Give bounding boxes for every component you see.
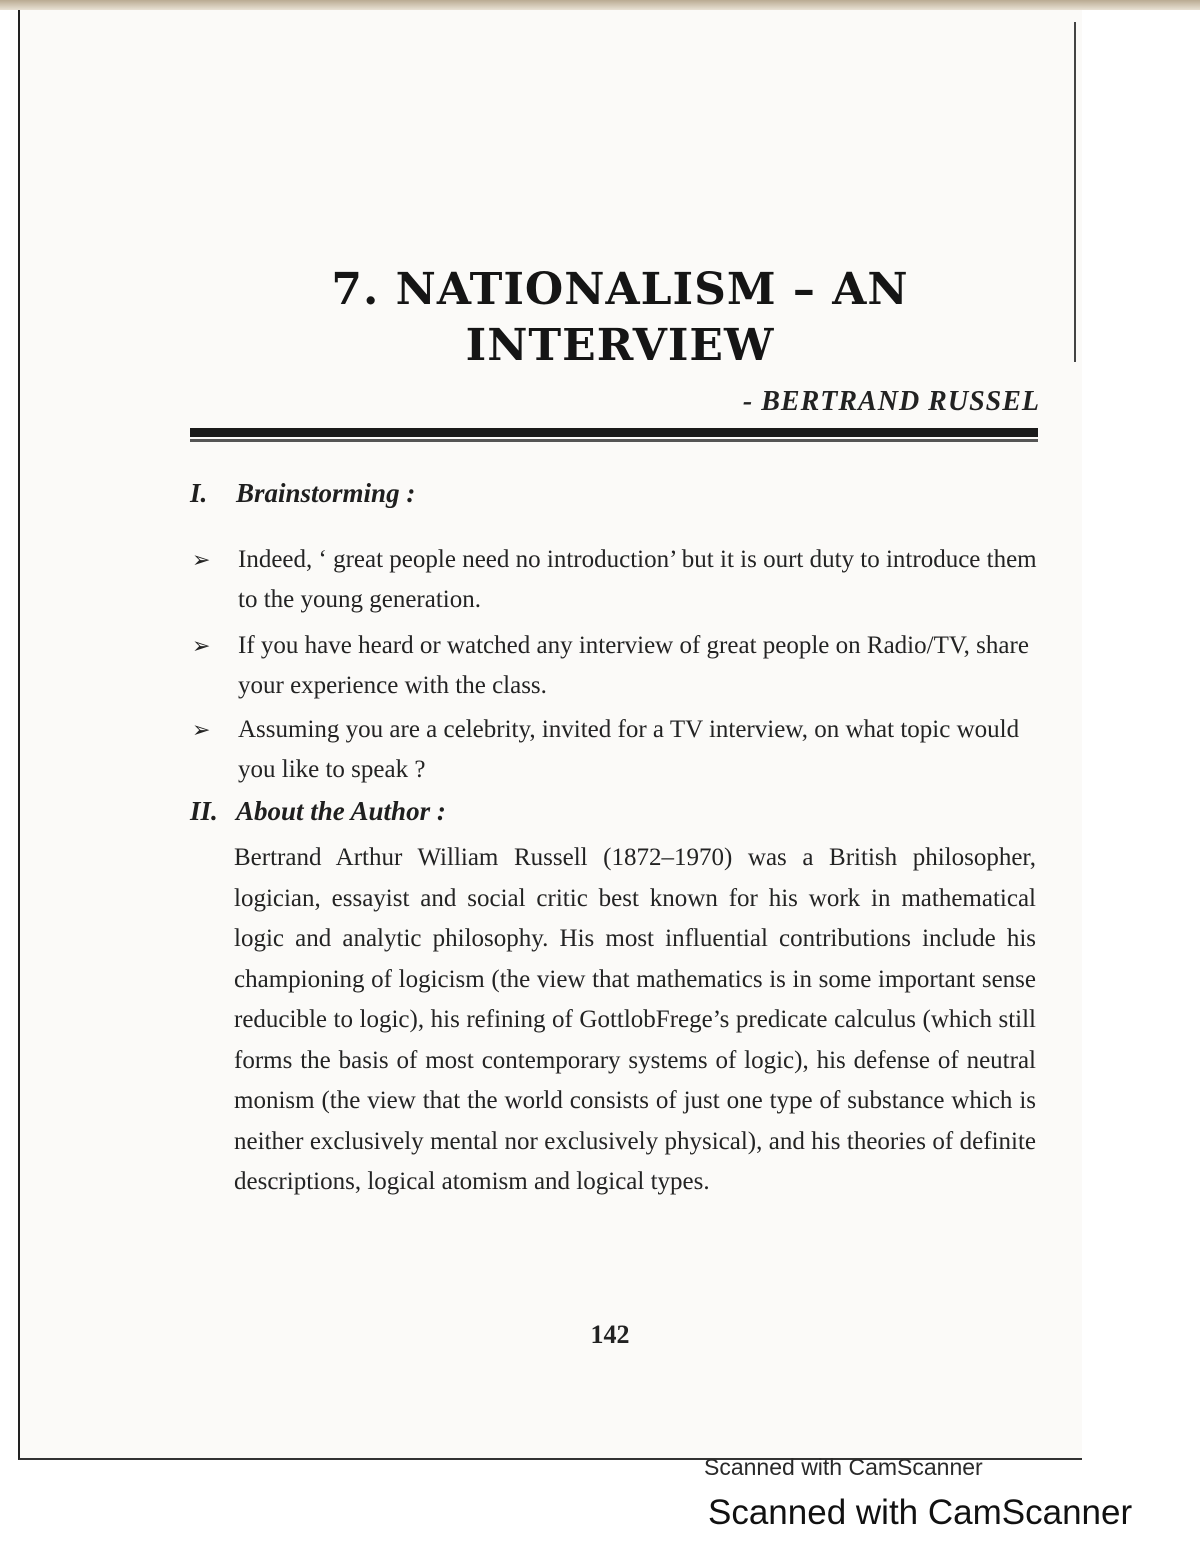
scan-top-edge [0,0,1200,10]
section-heading-brainstorming [190,478,415,509]
list-item [192,540,1038,620]
chapter-title-line1: 7. NATIONALISM – AN [331,264,909,315]
title-rule-shadow [190,439,1038,442]
list-item-text: Indeed, ‘ great people need no introduction’ but it is ourt duty to introduce them to the young generation. [238,546,1037,613]
page-number: 142 [590,1320,630,1349]
list-item [192,710,1038,790]
arrow-bullet-icon: ➢ [192,633,211,658]
section-title: About the Author : [236,796,446,826]
author-paragraph: Bertrand Arthur William Russell (1872–1970) was a British philosopher, logician, essayist and social critic best known for his work in mathematical logic and analytic philosophy. His most influential contributions include his championing of logicism (the view that mathematics is in some important sense reducible to logic), his refining of GottlobFrege’s predicate calculus (which still forms the basis of most contemporary systems of logic), his defense of neutral monism (the view that the world consists of just one type of substance which is neither exclusively mental nor exclusively physical), and his theories of definite descriptions, logical atomism and logical types. [234,844,1036,1195]
section-number: I. [190,478,208,508]
list-item [192,626,1038,706]
section-title: Brainstorming : [236,478,416,508]
section-number: II. [190,796,218,826]
author-byline: - BERTRAND RUSSEL [742,386,1040,417]
list-item-text: If you have heard or watched any interview of great people on Radio/TV, share your experience with the class. [238,632,1029,699]
title-rule [190,428,1038,437]
chapter-title-line2: INTERVIEW [465,320,775,371]
list-item-text: Assuming you are a celebrity, invited for a TV interview, on what topic would you like to speak ? [238,716,1020,783]
page-right-edge [1074,22,1076,362]
section-heading-author [190,796,446,827]
arrow-bullet-icon: ➢ [192,717,211,742]
arrow-bullet-icon: ➢ [192,547,211,572]
chapter-title [240,262,1000,374]
camscanner-watermark-small: Scanned with CamScanner [704,1454,983,1480]
camscanner-watermark-large: Scanned with CamScanner [708,1493,1133,1532]
